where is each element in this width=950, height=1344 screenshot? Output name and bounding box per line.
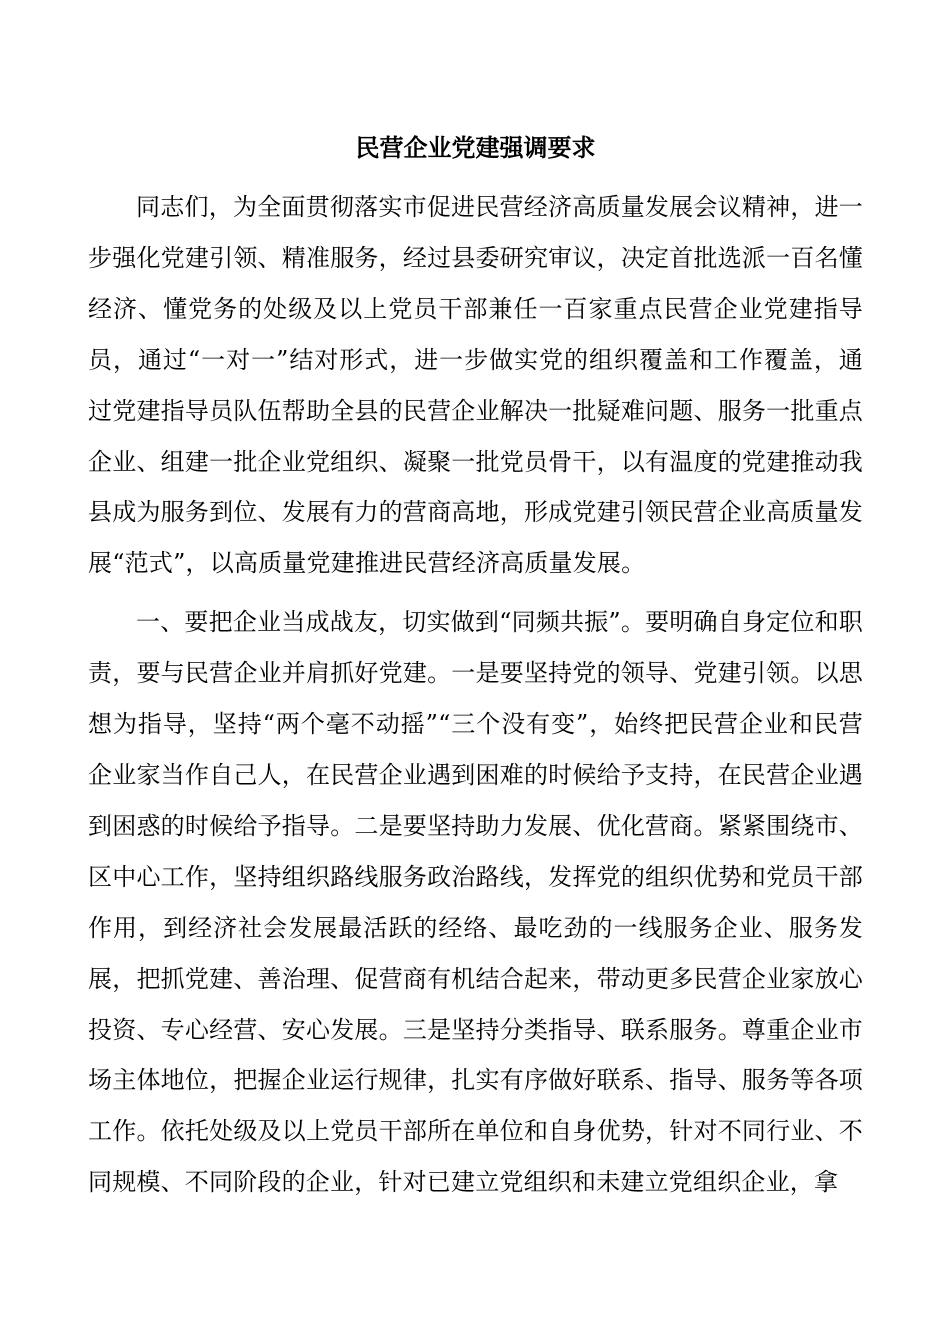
paragraph-section-one: 一、要把企业当成战友，切实做到“同频共振”。要明确自身定位和职责，要与民营企业并肩抓好党建。一是要坚持党的领导、党建引领。以思想为指导，坚持“两个毫不动摇”“三个没有变”，始终把民营企业和民营企业家当作自己人，在民营企业遇到困难的时候给予支持，在民营企业遇到困惑的时候给予指导。二是要坚持助力发展、优化营商。紧紧围绕市、区中心工作，坚持组织路线服务政治路线，发挥党的组织优势和党员干部作用，到经济社会发展最活跃的经络、最吃劲的一线服务企业、服务发展，把抓党建、善治理、促营商有机结合起来，带动更多民营企业家放心投资、专心经营、安心发展。三是坚持分类指导、联系服务。尊重企业市场主体地位，把握企业运行规律，扎实有序做好联系、指导、服务等各项工作。依托处级及以上党员干部所在单位和自身优势，针对不同行业、不同规模、不同阶段的企业，针对已建立党组织和未建立党组织企业，拿 bbox=[88, 608, 863, 1197]
document-page bbox=[88, 128, 863, 1208]
document-title: 民营企业党建强调要求 bbox=[355, 133, 596, 162]
paragraph-intro: 同志们，为全面贯彻落实市促进民营经济高质量发展会议精神，进一步强化党建引领、精准服务，经过县委研究审议，决定首批选派一百名懂经济、懂党务的处级及以上党员干部兼任一百家重点民营企业党建指导员，通过“一对一”结对形式，进一步做实党的组织覆盖和工作覆盖，通过党建指导员队伍帮助全县的民营企业解决一批疑难问题、服务一批重点企业、组建一批企业党组织、凝聚一批党员骨干，以有温度的党建推动我县成为服务到位、发展有力的营商高地，形成党建引领民营企业高质量发展“范式”，以高质量党建推进民营经济高质量发展。 bbox=[88, 193, 863, 578]
